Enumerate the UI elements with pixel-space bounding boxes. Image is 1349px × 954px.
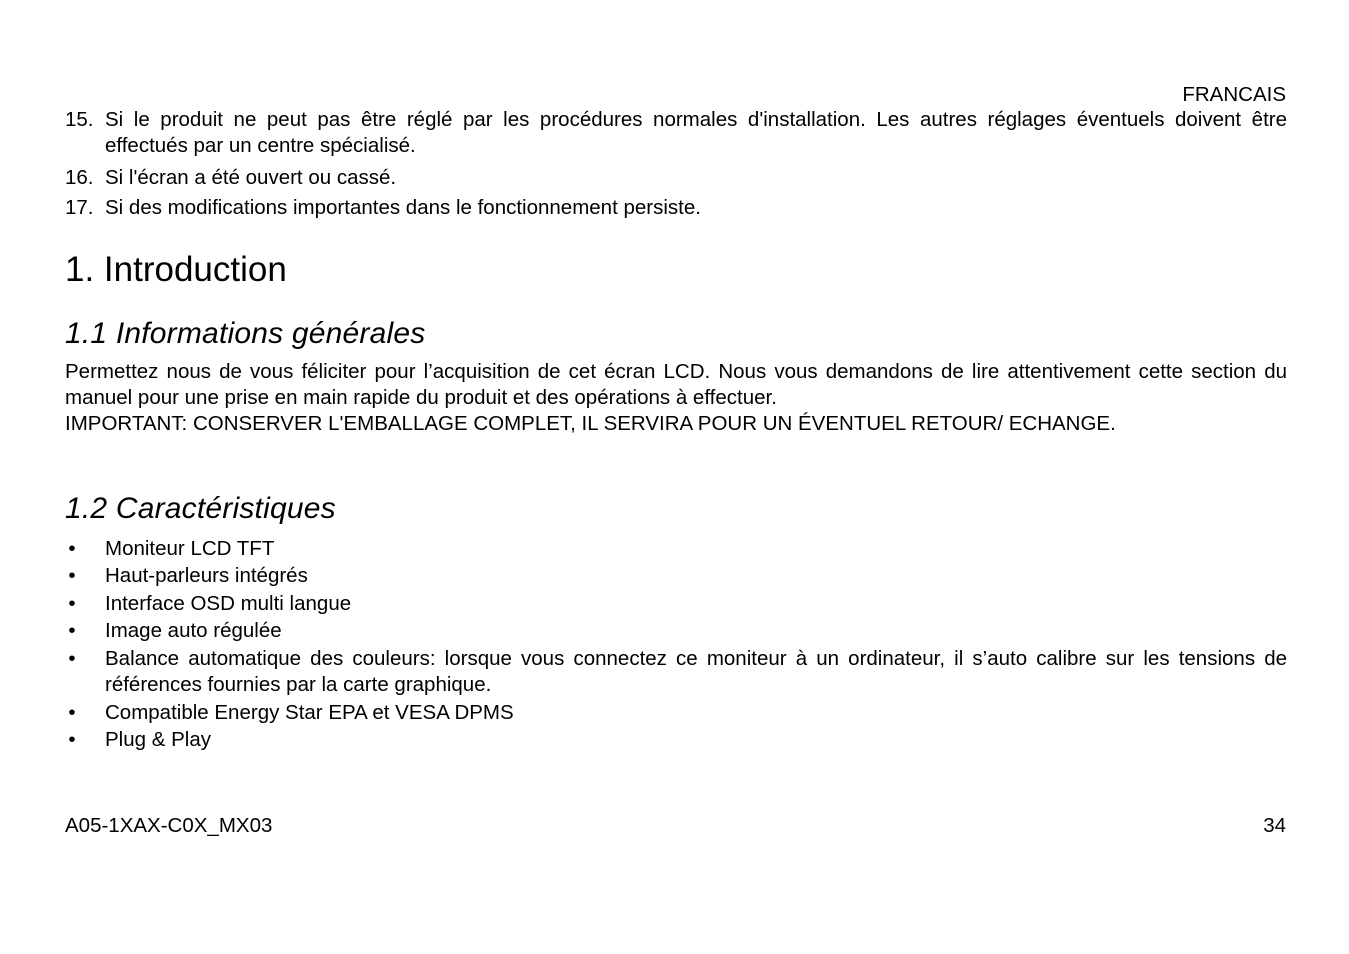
list-item-15 [65, 107, 1287, 159]
bullet-icon: • [68, 701, 76, 724]
feature-item [65, 700, 1287, 726]
feature-text: Interface OSD multi langue [105, 592, 352, 615]
language-label: FRANCAIS [1182, 83, 1286, 106]
list-item-text: Si l'écran a été ouvert ou cassé. [105, 166, 397, 189]
list-item-text: Si le produit ne peut pas être réglé par les procédures normales d'installation. Les autres réglages éventuels doivent être effectués par un centre spécialisé. [105, 108, 1287, 157]
feature-text: Plug & Play [105, 728, 211, 751]
feature-item [65, 591, 1287, 617]
page-number: 34 [1263, 814, 1286, 837]
bullet-icon: • [68, 592, 76, 615]
list-item-17 [65, 195, 1287, 221]
feature-item [65, 563, 1287, 589]
list-item-number: 17. [65, 196, 94, 219]
intro-paragraph [65, 359, 1287, 437]
list-item-16 [65, 165, 1287, 191]
feature-text: Balance automatique des couleurs: lorsque vous connectez ce moniteur à un ordinateur, il s’auto calibre sur les tensions de références fournies par la carte graphique. [105, 647, 1287, 696]
bullet-icon: • [68, 728, 76, 751]
bullet-icon: • [68, 564, 76, 587]
list-item-number: 15. [65, 108, 94, 131]
feature-item [65, 727, 1287, 753]
feature-item [65, 618, 1287, 644]
bullet-icon: • [68, 537, 76, 560]
footer-doc-code: A05-1XAX-C0X_MX03 [65, 814, 273, 837]
section-title: 1. Introduction [65, 250, 287, 289]
important-notice: IMPORTANT: CONSERVER L'EMBALLAGE COMPLET, IL SERVIRA POUR UN ÉVENTUEL RETOUR/ ECHANGE. [65, 412, 1116, 435]
intro-text: Permettez nous de vous féliciter pour l’acquisition de cet écran LCD. Nous vous demandons de lire attentivement cette section du manuel pour une prise en main rapide du produit et des opérations à effectuer. [65, 360, 1287, 409]
subsection-title-caracteristiques: 1.2 Caractéristiques [65, 492, 336, 525]
list-item-number: 16. [65, 166, 94, 189]
feature-item [65, 536, 1287, 562]
feature-text: Image auto régulée [105, 619, 282, 642]
feature-text: Moniteur LCD TFT [105, 537, 275, 560]
bullet-icon: • [68, 619, 76, 642]
bullet-icon: • [68, 647, 76, 670]
feature-text: Haut-parleurs intégrés [105, 564, 308, 587]
feature-text: Compatible Energy Star EPA et VESA DPMS [105, 701, 514, 724]
list-item-text: Si des modifications importantes dans le fonctionnement persiste. [105, 196, 701, 219]
subsection-title-informations: 1.1 Informations générales [65, 317, 426, 350]
feature-item [65, 646, 1287, 698]
